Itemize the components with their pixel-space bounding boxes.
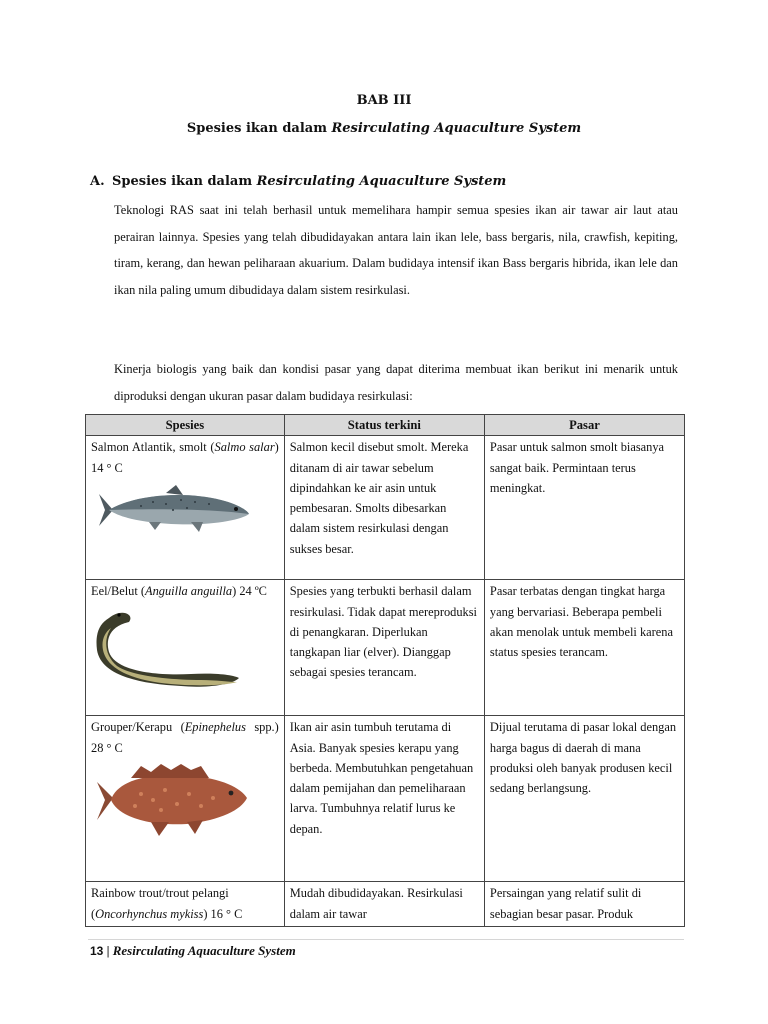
table-row bbox=[86, 716, 685, 882]
species-cell bbox=[86, 436, 285, 580]
market-cell: Persaingan yang relatif sulit di sebagian besar pasar. Produk bbox=[484, 882, 684, 927]
footer-divider bbox=[88, 939, 684, 940]
species-temp: ) 16 ° C bbox=[203, 906, 243, 921]
status-cell: Ikan air asin tumbuh terutama di Asia. Banyak spesies kerapu yang berbeda. Membutuhkan pengetahuan dalam pemijahan dan pemeliharaan larva. Tumbuhnya relatif lurus ke depan. bbox=[284, 716, 484, 882]
section-normal: Spesies ikan dalam bbox=[112, 174, 257, 189]
section-heading bbox=[90, 174, 506, 189]
subtitle-italic: Resirculating Aquaculture System bbox=[331, 121, 582, 136]
paragraph-2: Kinerja biologis yang baik dan kondisi pasar yang dapat diterima membuat ikan berikut ini menarik untuk diproduksi dengan ukuran pasar dalam budidaya resirkulasi: bbox=[114, 362, 678, 403]
table-row bbox=[86, 436, 685, 580]
chapter-subtitle bbox=[0, 121, 768, 136]
status-cell: Mudah dibudidayakan. Resirkulasi dalam air tawar bbox=[284, 882, 484, 927]
section-label: A. bbox=[90, 174, 105, 189]
species-name: Eel/Belut ( bbox=[91, 584, 146, 599]
page-footer bbox=[90, 943, 296, 959]
eel-image bbox=[91, 604, 251, 694]
subtitle-normal: Spesies ikan dalam bbox=[186, 121, 332, 136]
species-name: Salmon Atlantik, smolt ( bbox=[91, 440, 215, 455]
section-italic: Resirculating Aquaculture System bbox=[256, 174, 507, 189]
market-cell: Pasar terbatas dengan tingkat harga yang bervariasi. Beberapa pembeli akan menolak untuk membeli karena status spesies terancam. bbox=[484, 580, 684, 716]
species-cell bbox=[86, 882, 285, 927]
table-row bbox=[86, 580, 685, 716]
table-header-row bbox=[86, 415, 685, 436]
footer-title: Resirculating Aquaculture System bbox=[112, 943, 296, 958]
species-temp: spp.) 28 ° C bbox=[91, 720, 279, 755]
market-cell: Dijual terutama di pasar lokal dengan harga bagus di daerah di mana produksi oleh banyak produsen kecil sedang berlangsung. bbox=[484, 716, 684, 882]
species-cell bbox=[86, 580, 285, 716]
header-species: Spesies bbox=[86, 415, 285, 436]
species-latin: Epinephelus bbox=[184, 720, 246, 735]
species-temp: ) 14 ° C bbox=[91, 440, 279, 475]
page-number: 13 bbox=[90, 944, 104, 958]
header-status: Status terkini bbox=[284, 415, 484, 436]
footer-separator: | bbox=[103, 943, 113, 958]
species-latin: Anguilla anguilla bbox=[145, 584, 233, 599]
species-cell bbox=[86, 716, 285, 882]
species-latin: Salmo salar bbox=[214, 440, 275, 455]
species-temp: ) 24 ºC bbox=[232, 584, 267, 599]
chapter-heading: BAB III bbox=[356, 93, 412, 108]
species-table bbox=[85, 414, 685, 927]
status-cell: Salmon kecil disebut smolt. Mereka ditanam di air tawar sebelum dipindahkan ke air asin untuk pembesaran. Smolts dibesarkan dalam sistem resirkulasi dengan sukses besar. bbox=[284, 436, 484, 580]
table-row bbox=[86, 882, 685, 927]
header-market: Pasar bbox=[484, 415, 684, 436]
species-name: Grouper/Kerapu ( bbox=[91, 720, 185, 735]
species-latin: Oncorhynchus mykiss bbox=[95, 906, 204, 921]
grouper-image bbox=[91, 760, 251, 840]
paragraph-1: Teknologi RAS saat ini telah berhasil untuk memelihara hampir semua spesies ikan air tawar air laut atau perairan lainnya. Spesies yang telah dibudidayakan antara lain ikan lele, bass bergaris, nila, crawfish, kepiting, tiram, kerang, dan hewan peliharaan akuarium. Dalam budidaya intensif ikan Bass bergaris hibrida, ikan lele dan ikan nila paling umum dibudidaya dalam sistem resirkulasi. bbox=[114, 203, 678, 297]
species-name: Rainbow trout/trout pelangi ( bbox=[91, 886, 229, 921]
status-cell: Spesies yang terbukti berhasil dalam resirkulasi. Tidak dapat mereproduksi di penangkaran. Diperlukan tangkapan liar (elver). Dianggap sebagai spesies terancam. bbox=[284, 580, 484, 716]
salmon-image bbox=[91, 480, 251, 536]
market-cell: Pasar untuk salmon smolt biasanya sangat baik. Permintaan terus meningkat. bbox=[484, 436, 684, 580]
